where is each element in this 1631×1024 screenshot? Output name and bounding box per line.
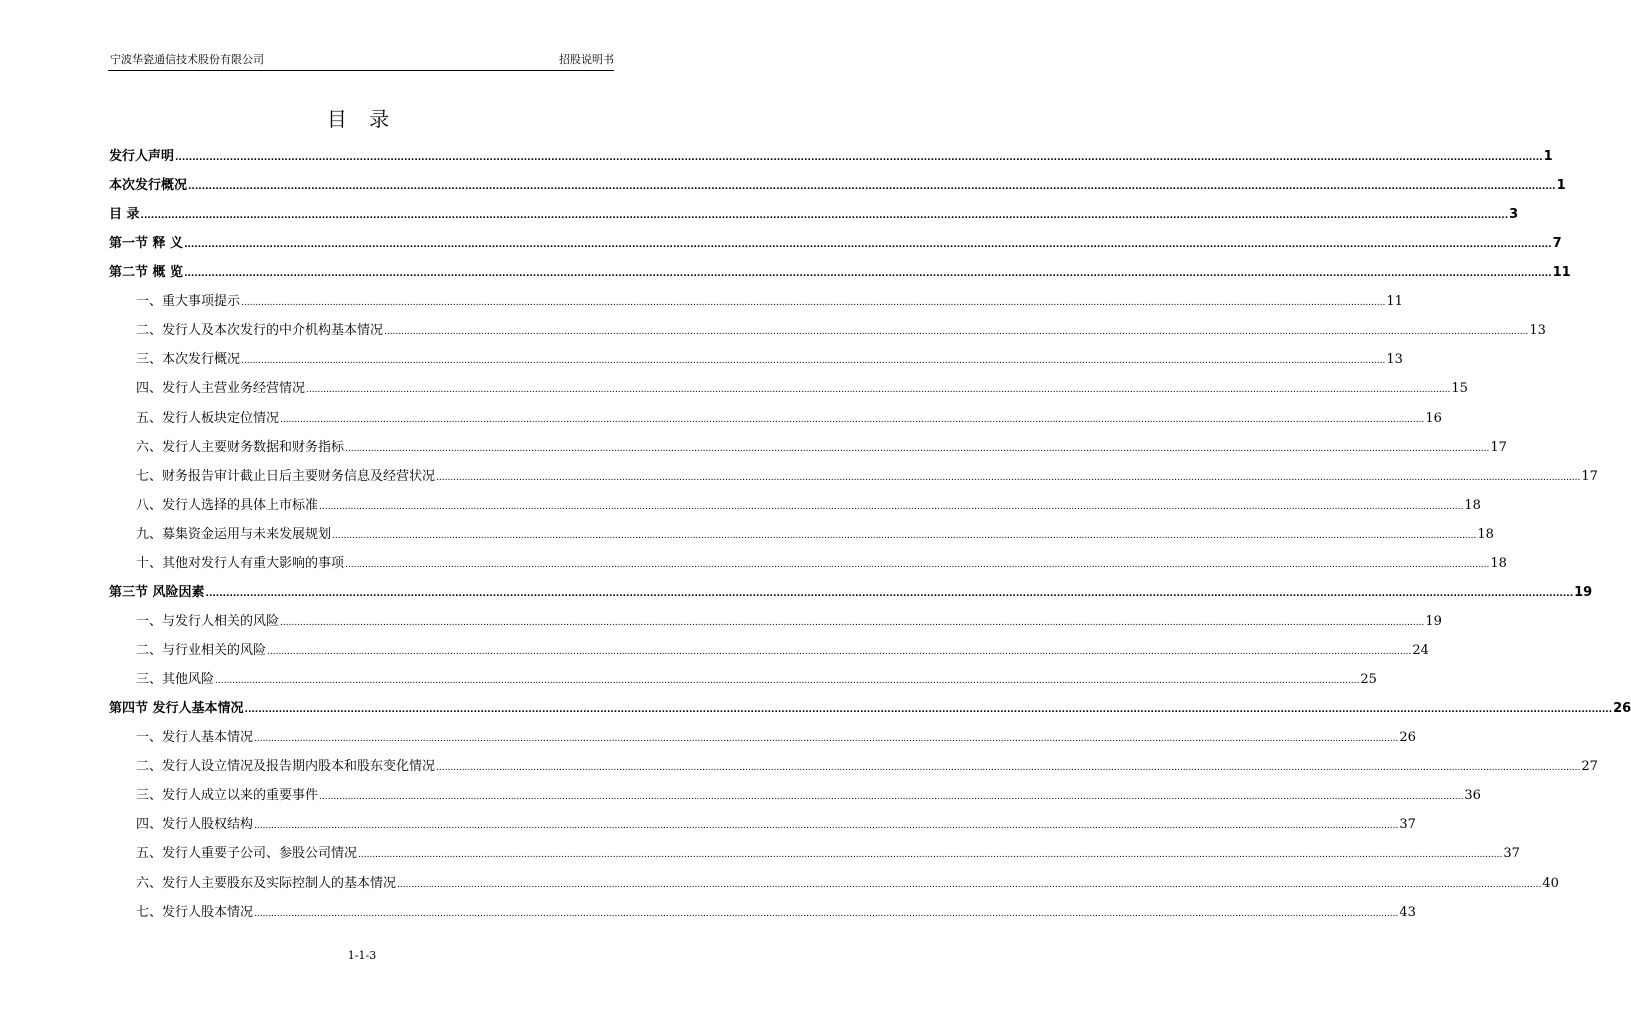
toc-dot-leader: ................................................................................................................................................................................................................................................................................................................................................................................................................ — [319, 792, 1464, 803]
toc-entry-page-number: 13 — [1529, 323, 1546, 339]
toc-section-entry[interactable] — [136, 786, 1481, 806]
toc-dot-leader: ................................................................................................................................................................................................................................................................................................................................................................................................................ — [345, 443, 1490, 454]
toc-section-entry[interactable] — [136, 874, 1559, 894]
toc-entry-label: 目 录 — [109, 207, 140, 223]
toc-dot-leader: ................................................................................................................................................................................................................................................................................................................................................................................................................ — [244, 705, 1613, 716]
toc-entry-page-number: 26 — [1613, 701, 1631, 717]
header-document-type: 招股说明书 — [559, 53, 614, 66]
toc-entry-label: 二、发行人设立情况及报告期内股本和股东变化情况 — [136, 759, 436, 775]
toc-entry-page-number: 37 — [1399, 817, 1416, 833]
toc-entry-page-number: 19 — [1425, 613, 1442, 629]
toc-entry-page-number: 40 — [1542, 875, 1559, 891]
toc-section-entry[interactable] — [136, 409, 1442, 429]
toc-entry-label: 一、与发行人相关的风险 — [136, 613, 280, 629]
toc-dot-leader: ................................................................................................................................................................................................................................................................................................................................................................................................................ — [254, 734, 1399, 745]
toc-entry-page-number: 37 — [1503, 846, 1520, 862]
toc-entry-label: 第四节 发行人基本情况 — [109, 701, 244, 717]
toc-entry-page-number: 25 — [1360, 672, 1377, 688]
toc-section-entry[interactable] — [136, 612, 1442, 632]
toc-chapter-entry[interactable] — [109, 583, 1593, 603]
toc-entry-label: 六、发行人主要股东及实际控制人的基本情况 — [136, 875, 397, 891]
toc-section-entry[interactable] — [136, 903, 1416, 923]
toc-chapter-entry[interactable] — [109, 699, 1631, 719]
toc-chapter-entry[interactable] — [109, 147, 1553, 167]
toc-section-entry[interactable] — [136, 815, 1416, 835]
toc-section-entry[interactable] — [136, 438, 1507, 458]
toc-entry-page-number: 26 — [1399, 730, 1416, 746]
toc-chapter-entry[interactable] — [109, 176, 1566, 196]
header-company-name: 宁波华瓷通信技术股份有限公司 — [110, 53, 264, 66]
toc-entry-label: 七、发行人股本情况 — [136, 904, 254, 920]
toc-section-entry[interactable] — [136, 467, 1598, 487]
toc-entry-page-number: 18 — [1464, 497, 1481, 513]
toc-entry-page-number: 18 — [1477, 526, 1494, 542]
toc-dot-leader: ................................................................................................................................................................................................................................................................................................................................................................................................................ — [184, 240, 1552, 251]
page-header — [108, 48, 614, 71]
toc-entry-label: 本次发行概况 — [109, 178, 188, 194]
toc-entry-page-number: 11 — [1386, 294, 1403, 310]
page-number: 1-1-3 — [347, 949, 377, 962]
toc-dot-leader: ................................................................................................................................................................................................................................................................................................................................................................................................................ — [241, 298, 1386, 309]
toc-entry-label: 一、发行人基本情况 — [136, 730, 254, 746]
toc-dot-leader: ................................................................................................................................................................................................................................................................................................................................................................................................................ — [267, 647, 1412, 658]
toc-section-entry[interactable] — [136, 525, 1494, 545]
toc-chapter-entry[interactable] — [109, 234, 1562, 254]
toc-entry-page-number: 13 — [1386, 352, 1403, 368]
toc-dot-leader: ................................................................................................................................................................................................................................................................................................................................................................................................................ — [215, 676, 1360, 687]
toc-dot-leader: ................................................................................................................................................................................................................................................................................................................................................................................................................ — [358, 850, 1503, 861]
toc-entry-label: 六、发行人主要财务数据和财务指标 — [136, 439, 345, 455]
toc-dot-leader: ................................................................................................................................................................................................................................................................................................................................................................................................................ — [345, 559, 1490, 570]
toc-entry-label: 四、发行人股权结构 — [136, 817, 254, 833]
toc-entry-page-number: 11 — [1552, 265, 1571, 281]
toc-entry-label: 八、发行人选择的具体上市标准 — [136, 497, 319, 513]
toc-entry-label: 第二节 概 览 — [109, 265, 184, 281]
toc-entry-label: 五、发行人重要子公司、参股公司情况 — [136, 846, 358, 862]
toc-section-entry[interactable] — [136, 496, 1481, 516]
toc-dot-leader: ................................................................................................................................................................................................................................................................................................................................................................................................................ — [241, 356, 1386, 367]
toc-dot-leader: ................................................................................................................................................................................................................................................................................................................................................................................................................ — [140, 211, 1509, 222]
toc-chapter-entry[interactable] — [109, 263, 1571, 283]
toc-dot-leader: ................................................................................................................................................................................................................................................................................................................................................................................................................ — [205, 588, 1574, 599]
toc-entry-page-number: 17 — [1581, 468, 1598, 484]
toc-entry-page-number: 7 — [1552, 236, 1562, 252]
toc-entry-page-number: 17 — [1490, 439, 1507, 455]
toc-entry-label: 一、重大事项提示 — [136, 294, 241, 310]
toc-chapter-entry[interactable] — [109, 205, 1519, 225]
toc-entry-label: 七、财务报告审计截止日后主要财务信息及经营状况 — [136, 468, 436, 484]
toc-dot-leader: ................................................................................................................................................................................................................................................................................................................................................................................................................ — [175, 153, 1543, 163]
toc-section-entry[interactable] — [136, 641, 1429, 661]
toc-dot-leader: ................................................................................................................................................................................................................................................................................................................................................................................................................ — [306, 385, 1451, 396]
toc-dot-leader: ................................................................................................................................................................................................................................................................................................................................................................................................................ — [280, 414, 1425, 425]
toc-entry-label: 第三节 风险因素 — [109, 584, 205, 600]
toc-entry-label: 第一节 释 义 — [109, 236, 184, 252]
toc-entry-label: 十、其他对发行人有重大影响的事项 — [136, 555, 345, 571]
toc-dot-leader: ................................................................................................................................................................................................................................................................................................................................................................................................................ — [332, 530, 1477, 541]
toc-section-entry[interactable] — [136, 757, 1598, 777]
toc-entry-page-number: 27 — [1581, 759, 1598, 775]
toc-entry-page-number: 1 — [1556, 178, 1566, 194]
toc-section-entry[interactable] — [136, 728, 1416, 748]
toc-entry-page-number: 16 — [1425, 410, 1442, 426]
toc-section-entry[interactable] — [136, 844, 1520, 864]
toc-dot-leader: ................................................................................................................................................................................................................................................................................................................................................................................................................ — [436, 763, 1581, 774]
toc-entry-label: 三、其他风险 — [136, 672, 215, 688]
toc-entry-label: 二、与行业相关的风险 — [136, 643, 267, 659]
toc-entry-label: 二、发行人及本次发行的中介机构基本情况 — [136, 323, 384, 339]
toc-dot-leader: ................................................................................................................................................................................................................................................................................................................................................................................................................ — [254, 821, 1399, 832]
toc-entry-label: 九、募集资金运用与未来发展规划 — [136, 526, 332, 542]
toc-dot-leader: ................................................................................................................................................................................................................................................................................................................................................................................................................ — [254, 908, 1399, 919]
toc-entry-page-number: 3 — [1509, 207, 1519, 223]
toc-entry-page-number: 18 — [1490, 555, 1507, 571]
page-title: 目 录 — [326, 107, 398, 131]
toc-dot-leader: ................................................................................................................................................................................................................................................................................................................................................................................................................ — [436, 472, 1581, 483]
toc-entry-page-number: 43 — [1399, 904, 1416, 920]
toc-section-entry[interactable] — [136, 321, 1546, 341]
toc-entry-label: 三、本次发行概况 — [136, 352, 241, 368]
toc-entry-label: 五、发行人板块定位情况 — [136, 410, 280, 426]
toc-entry-label: 四、发行人主营业务经营情况 — [136, 381, 306, 397]
toc-entry-page-number: 15 — [1451, 381, 1468, 397]
toc-entry-page-number: 36 — [1464, 788, 1481, 804]
toc-entry-label: 发行人声明 — [109, 149, 175, 164]
toc-section-entry[interactable] — [136, 670, 1377, 690]
toc-section-entry[interactable] — [136, 292, 1403, 312]
toc-dot-leader: ................................................................................................................................................................................................................................................................................................................................................................................................................ — [280, 617, 1425, 628]
toc-dot-leader: ................................................................................................................................................................................................................................................................................................................................................................................................................ — [188, 182, 1556, 193]
toc-entry-page-number: 24 — [1412, 643, 1429, 659]
toc-entry-page-number: 19 — [1574, 584, 1593, 600]
toc-dot-leader: ................................................................................................................................................................................................................................................................................................................................................................................................................ — [319, 501, 1464, 512]
toc-dot-leader: ................................................................................................................................................................................................................................................................................................................................................................................................................ — [184, 269, 1552, 280]
toc-section-entry[interactable] — [136, 379, 1468, 399]
toc-dot-leader: ................................................................................................................................................................................................................................................................................................................................................................................................................ — [384, 327, 1529, 338]
toc-entry-label: 三、发行人成立以来的重要事件 — [136, 788, 319, 804]
toc-dot-leader: ................................................................................................................................................................................................................................................................................................................................................................................................................ — [397, 879, 1542, 890]
toc-section-entry[interactable] — [136, 350, 1403, 370]
toc-entry-page-number: 1 — [1543, 149, 1553, 164]
toc-section-entry[interactable] — [136, 554, 1507, 574]
